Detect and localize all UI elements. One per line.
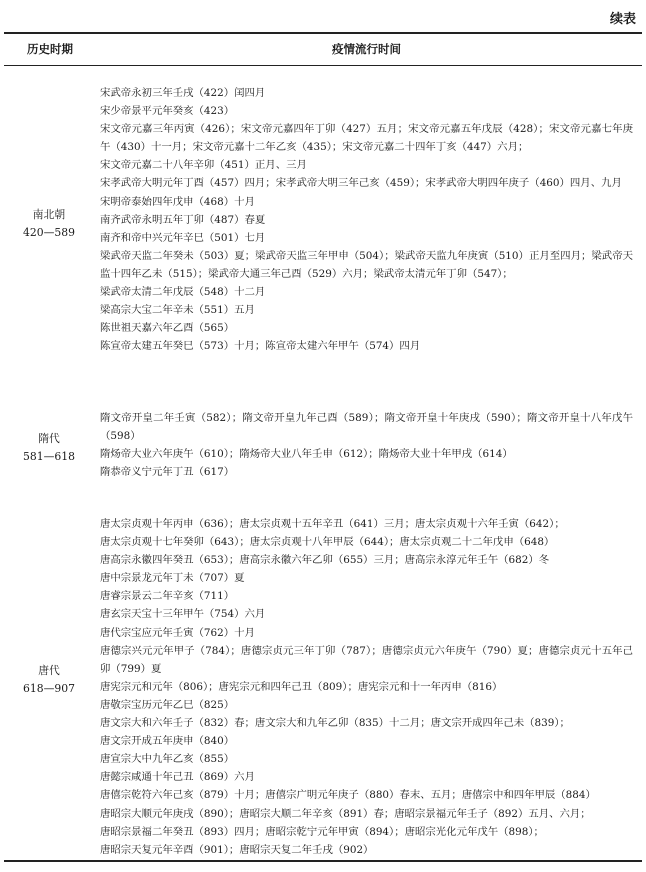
epidemic-entry: 唐文宗大和六年壬子（832）春；唐文宗大和九年乙卯（835）十二月；唐文宗开成四年己未（839）； <box>100 717 570 730</box>
epidemic-entry: 唐昭宗景福二年癸丑（893）四月；唐昭宗乾宁元年甲寅（894）；唐昭宗光化元年戊午（898）； <box>100 825 544 838</box>
epidemic-entry: 唐宪宗元和元年（806）；唐宪宗元和四年己丑（809）；唐宪宗元和十一年丙申（816） <box>100 680 503 693</box>
header-epidemic-time: 疫情流行时间 <box>332 42 401 56</box>
epidemic-entry: 梁武帝太清二年戊辰（548）十二月 <box>100 286 266 299</box>
epidemic-entry: 陈宣帝太建五年癸巳（573）十月；陈宣帝太建六年甲午（574）四月 <box>100 340 421 353</box>
table-bottom-rule <box>4 860 642 862</box>
epidemic-entry: 唐睿宗景云二年辛亥（711） <box>100 590 235 603</box>
epidemic-entry: 唐高宗永徽四年癸丑（653）；唐高宗永徽六年乙卯（655）三月；唐高宗永淳元年壬午（682）冬 <box>100 554 550 567</box>
epidemic-entry: 唐昭宗天复元年辛酉（901）；唐昭宗天复二年壬戌（902） <box>100 843 374 856</box>
table-header-rule <box>4 65 642 66</box>
epidemic-entry: 唐代宗宝应元年壬寅（762）十月 <box>100 626 255 639</box>
epidemic-list <box>100 409 633 481</box>
epidemic-entry: 宋少帝景平元年癸亥（423） <box>100 105 235 118</box>
epidemic-entry: 隋恭帝义宁元年丁丑（617） <box>100 466 235 479</box>
epidemic-entry: 唐僖宗乾符六年己亥（879）十月；唐僖宗广明元年庚子（880）春末、五月；唐僖宗中和四年甲辰（884） <box>100 789 596 802</box>
period-name: 唐代 <box>38 664 60 677</box>
epidemic-entry: 梁高宗大宝二年辛未（551）五月 <box>100 304 255 317</box>
epidemic-entry: 隋炀帝大业六年庚午（610）；隋炀帝大业八年壬申（612）；隋炀帝大业十年甲戌（614） <box>100 448 513 461</box>
epidemic-entry: 南齐和帝中兴元年辛巳（501）七月 <box>100 231 266 244</box>
epidemic-entry: 梁武帝天监二年癸未（503）夏；梁武帝天监三年甲申（504）；梁武帝天监九年庚寅（510）正月至四月；梁武帝天监十四年乙未（515）；梁武帝大通三年己酉（529）六月；梁武帝太清元年丁卯（547）； <box>100 249 633 280</box>
epidemic-entry: 隋文帝开皇二年壬寅（582）；隋文帝开皇九年己酉（589）；隋文帝开皇十年庚戌（590）；隋文帝开皇十八年戊午（598） <box>100 412 633 443</box>
period-years: 581—618 <box>22 450 75 463</box>
epidemic-entry: 宋文帝元嘉三年丙寅（426）；宋文帝元嘉四年丁卯（427）五月；宋文帝元嘉五年戊辰（428）；宋文帝元嘉七年庚午（430）十一月；宋文帝元嘉十二年乙亥（435）；宋文帝元嘉二十四年丁亥（447）六月； <box>100 123 633 154</box>
period-name: 南北朝 <box>32 208 66 221</box>
period-cell <box>6 206 92 242</box>
continued-label: 续表 <box>609 12 636 27</box>
epidemic-list <box>100 515 633 859</box>
header-period: 历史时期 <box>27 42 73 56</box>
epidemic-entry: 唐昭宗大顺元年庚戌（890）；唐昭宗大顺二年辛亥（891）春；唐昭宗景福元年壬子（892）五月、六月； <box>100 807 591 820</box>
period-years: 420—589 <box>22 226 75 239</box>
epidemic-entry: 宋孝武帝大明元年丁酉（457）四月；宋孝武帝大明三年己亥（459）；宋孝武帝大明四年庚子（460）四月、九月 <box>100 177 622 190</box>
epidemic-entry: 宋文帝元嘉二十八年辛卯（451）正月、三月 <box>100 159 307 172</box>
epidemic-entry: 唐懿宗咸通十年己丑（869）六月 <box>100 771 255 784</box>
epidemic-entry: 宋武帝永初三年壬戌（422）闰四月 <box>100 87 266 99</box>
period-cell <box>6 662 92 698</box>
epidemic-entry: 唐宣宗大中九年乙亥（855） <box>100 753 235 766</box>
epidemic-entry: 唐文宗开成五年庚申（840） <box>100 735 235 748</box>
epidemic-entry: 唐太宗贞观十年丙申（636）；唐太宗贞观十五年辛丑（641）三月；唐太宗贞观十六年壬寅（642）； <box>100 518 565 530</box>
epidemic-entry: 唐敬宗宝历元年乙巳（825） <box>100 698 235 711</box>
epidemic-entry: 陈世祖天嘉六年乙酉（565） <box>100 322 235 335</box>
epidemic-entry: 唐玄宗天宝十三年甲午（754）六月 <box>100 608 266 621</box>
epidemic-entry: 宋明帝泰始四年戊申（468）十月 <box>100 195 255 208</box>
epidemic-list <box>100 84 633 355</box>
epidemic-entry: 唐德宗兴元元年甲子（784）；唐德宗贞元三年丁卯（787）；唐德宗贞元六年庚午（790）夏；唐德宗贞元十五年己卯（799）夏 <box>100 644 633 675</box>
table-top-rule <box>4 32 642 34</box>
period-cell <box>6 430 92 466</box>
epidemic-entry: 南齐武帝永明五年丁卯（487）春夏 <box>100 213 266 226</box>
epidemic-entry: 唐中宗景龙元年丁未（707）夏 <box>100 572 245 585</box>
period-years: 618—907 <box>22 682 75 695</box>
period-name: 隋代 <box>38 432 60 445</box>
epidemic-entry: 唐太宗贞观十七年癸卯（643）；唐太宗贞观十八年甲辰（644）；唐太宗贞观二十二年戊申（648） <box>100 536 555 549</box>
